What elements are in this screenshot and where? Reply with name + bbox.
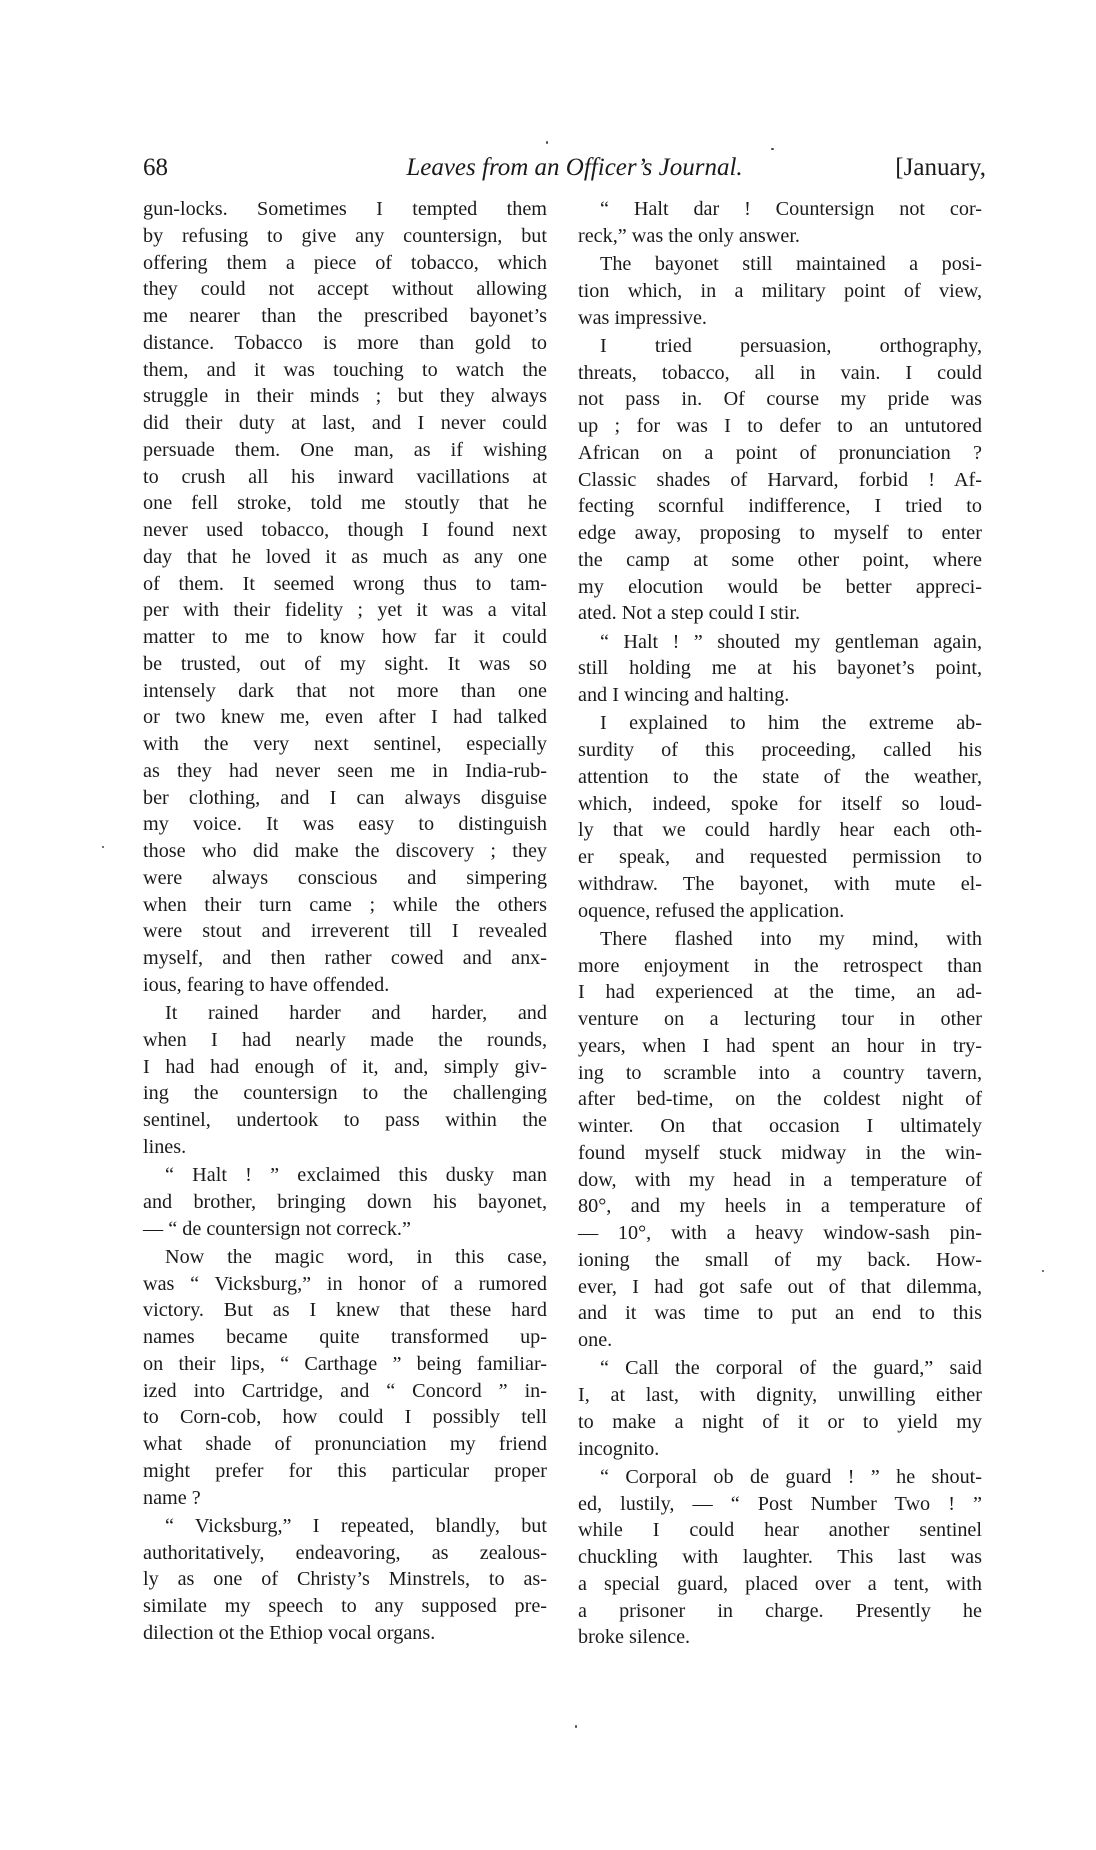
text-line: “ Halt dar ! Countersign not cor- (600, 198, 982, 220)
right-text-column (578, 196, 982, 1653)
text-line: “ Call the corporal of the guard,” said (600, 1357, 982, 1380)
text-line: Now the magic word, in this case, (165, 1245, 547, 1268)
text-line: one. (578, 1329, 613, 1351)
text-line: with the very next sentinel, especially (143, 733, 547, 755)
text-line: of them. It seemed wrong thus to tam- (143, 572, 547, 595)
text-line: “ Corporal ob de guard ! ” he shout- (600, 1465, 982, 1488)
paragraph (143, 1244, 547, 1512)
text-line: edge away, proposing to myself to enter (578, 522, 982, 544)
text-line: one fell stroke, told me stoutly that he (143, 492, 547, 515)
text-line: a special guard, placed over a tent, with (578, 1572, 982, 1595)
text-line: distance. Tobacco is more than gold to (143, 331, 547, 354)
text-line: winter. On that occasion I ultimately (578, 1115, 982, 1137)
text-line: to Corn-cob, how could I possibly tell (143, 1406, 547, 1429)
text-line: It rained harder and harder, and (165, 1002, 547, 1024)
text-line: sentinel, undertook to pass within the (143, 1109, 547, 1131)
text-line: There flashed into my mind, with (600, 927, 982, 950)
scan-speck (546, 141, 548, 144)
text-line: which, indeed, spoke for itself so loud- (578, 792, 982, 815)
text-line: me nearer than the prescribed bayonet’s (143, 305, 547, 327)
scan-speck (575, 1725, 577, 1728)
text-line: ated. Not a step could I stir. (578, 602, 801, 625)
text-line: and brother, bringing down his bayonet, (143, 1190, 547, 1213)
text-line: were stout and irreverent till I revealed (143, 920, 547, 943)
text-line: The bayonet still maintained a posi- (600, 253, 982, 275)
text-line: a prisoner in charge. Presently he (578, 1599, 982, 1622)
text-line: I, at last, with dignity, unwilling either (578, 1384, 982, 1406)
text-line: myself, and then rather cowed and anx- (143, 947, 547, 969)
text-line: day that he loved it as much as any one (143, 545, 547, 568)
text-line: what shade of pronunciation my friend (143, 1433, 547, 1455)
text-line: name ? (143, 1486, 201, 1509)
text-line: or two knew me, even after I had talked (143, 706, 547, 729)
text-line: my voice. It was easy to distinguish (143, 813, 547, 836)
text-line: fecting scornful indifference, I tried to (578, 495, 982, 518)
text-line: ly that we could hardly hear each oth- (578, 819, 982, 842)
text-line: Classic shades of Harvard, forbid ! Af- (578, 468, 982, 491)
text-line: — 10°, with a heavy window-sash pin- (578, 1222, 982, 1244)
text-line: to crush all his inward vacillations at (143, 465, 547, 488)
text-line: up ; for was I to defer to an untutored (578, 415, 982, 437)
text-line: on their lips, “ Carthage ” being familiar- (143, 1352, 547, 1375)
running-head (143, 152, 986, 184)
text-line: oquence, refused the application. (578, 899, 845, 922)
paragraph (578, 1464, 982, 1651)
text-line: tion which, in a military point of view, (578, 279, 982, 302)
text-line: not pass in. Of course my pride was (578, 388, 982, 411)
paragraph (578, 333, 982, 627)
text-line: was “ Vicksburg,” in honor of a rumored (143, 1272, 547, 1295)
text-line: incognito. (578, 1437, 660, 1460)
text-line: attention to the state of the weather, (578, 765, 982, 788)
left-text-column (143, 196, 547, 1648)
text-line: surdity of this proceeding, called his (578, 739, 982, 761)
text-line: I tried persuasion, orthography, (600, 334, 982, 357)
text-line: intensely dark that not more than one (143, 679, 547, 702)
text-line: still holding me at his bayonet’s point, (578, 657, 982, 680)
text-line: ious, fearing to have offended. (143, 973, 390, 996)
text-line: reck,” was the only answer. (578, 224, 800, 247)
text-line: ever, I had got safe out of that dilemma, (578, 1275, 982, 1298)
text-line: after bed-time, on the coldest night of (578, 1088, 982, 1111)
text-line: ed, lustily, — “ Post Number Two ! ” (578, 1492, 982, 1515)
text-line: did their duty at last, and I never could (143, 412, 547, 434)
text-line: 80°, and my heels in a temperature of (578, 1195, 982, 1218)
text-line: “ Halt ! ” exclaimed this dusky man (165, 1164, 547, 1186)
text-line: ing the countersign to the challenging (143, 1082, 547, 1105)
text-line: ing to scramble into a country tavern, (578, 1061, 982, 1084)
text-line: threats, tobacco, all in vain. I could (578, 361, 982, 384)
paragraph (578, 629, 982, 709)
scan-speck (102, 846, 104, 848)
text-line: offering them a piece of tobacco, which (143, 251, 547, 274)
text-line: I had had enough of it, and, simply giv- (143, 1055, 547, 1078)
text-line: persuade them. One man, as if wishing (143, 438, 547, 461)
text-line: as they had never seen me in India-rub- (143, 759, 547, 782)
paragraph (578, 710, 982, 924)
text-line: victory. But as I knew that these hard (143, 1299, 547, 1322)
text-line: ized into Cartridge, and “ Concord ” in- (143, 1379, 547, 1402)
text-line: names became quite transformed up- (143, 1326, 547, 1348)
text-line: more enjoyment in the retrospect than (578, 954, 982, 977)
text-line: similate my speech to any supposed pre- (143, 1595, 547, 1617)
text-line: authoritatively, endeavoring, as zealous- (143, 1541, 547, 1564)
text-line: withdraw. The bayonet, with mute el- (578, 872, 982, 895)
text-line: they could not accept without allowing (143, 278, 547, 301)
scan-speck (1042, 1270, 1044, 1272)
paragraph (578, 196, 982, 250)
text-line: dilection ot the Ethiop vocal organs. (143, 1621, 436, 1644)
text-line: gun-locks. Sometimes I tempted them (143, 198, 547, 220)
paragraph (578, 251, 982, 331)
text-line: struggle in their minds ; but they always (143, 385, 547, 408)
text-line: “ Halt ! ” shouted my gentleman again, (600, 630, 982, 653)
text-line: chuckling with laughter. This last was (578, 1546, 982, 1568)
text-line: was impressive. (578, 306, 707, 329)
text-line: when their turn came ; while the others (143, 893, 547, 916)
text-line: broke silence. (578, 1626, 691, 1649)
text-line: the camp at some other point, where (578, 548, 982, 571)
running-title: Leaves from an Officer’s Journal. (406, 154, 743, 181)
text-line: when I had nearly made the rounds, (143, 1028, 547, 1051)
text-line: matter to me to know how far it could (143, 626, 547, 648)
issue-month: [January, (895, 154, 986, 181)
paragraph (143, 1000, 547, 1161)
text-line: dow, with my head in a temperature of (578, 1168, 982, 1191)
text-line: and it was time to put an end to this (578, 1302, 982, 1325)
text-line: my elocution would be better appreci- (578, 575, 982, 598)
text-line: to make a night of it or to yield my (578, 1410, 982, 1433)
text-line: be trusted, out of my sight. It was so (143, 652, 547, 675)
paragraph (578, 926, 982, 1354)
text-line: while I could hear another sentinel (578, 1519, 982, 1542)
text-line: never used tobacco, though I found next (143, 519, 547, 541)
text-line: er speak, and requested permission to (578, 846, 982, 868)
text-line: lines. (143, 1135, 187, 1158)
text-line: ly as one of Christy’s Minstrels, to as- (143, 1568, 547, 1591)
text-line: were always conscious and simpering (143, 866, 547, 889)
paragraph (143, 1513, 547, 1647)
text-line: venture on a lecturing tour in other (578, 1008, 982, 1030)
scan-speck (771, 148, 774, 150)
page-number: 68 (143, 154, 168, 181)
text-line: them, and it was touching to watch the (143, 358, 547, 381)
text-line: found myself stuck midway in the win- (578, 1141, 982, 1164)
text-line: those who did make the discovery ; they (143, 840, 547, 862)
text-line: African on a point of pronunciation ? (578, 441, 982, 464)
text-line: by refusing to give any countersign, but (143, 224, 547, 247)
text-line: might prefer for this particular proper (143, 1459, 547, 1482)
text-line: I explained to him the extreme ab- (600, 712, 982, 735)
text-line: per with their fidelity ; yet it was a vital (143, 599, 547, 622)
text-line: ioning the small of my back. How- (578, 1248, 982, 1271)
text-line: — “ de countersign not correck.” (143, 1217, 411, 1240)
text-line: ber clothing, and I can always disguise (143, 786, 547, 809)
text-line: I had experienced at the time, an ad- (578, 981, 982, 1004)
paragraph (143, 196, 547, 999)
paragraph (143, 1162, 547, 1242)
text-line: “ Vicksburg,” I repeated, blandly, but (165, 1514, 547, 1537)
text-line: and I wincing and halting. (578, 684, 790, 706)
text-line: years, when I had spent an hour in try- (578, 1034, 982, 1057)
paragraph (578, 1355, 982, 1462)
